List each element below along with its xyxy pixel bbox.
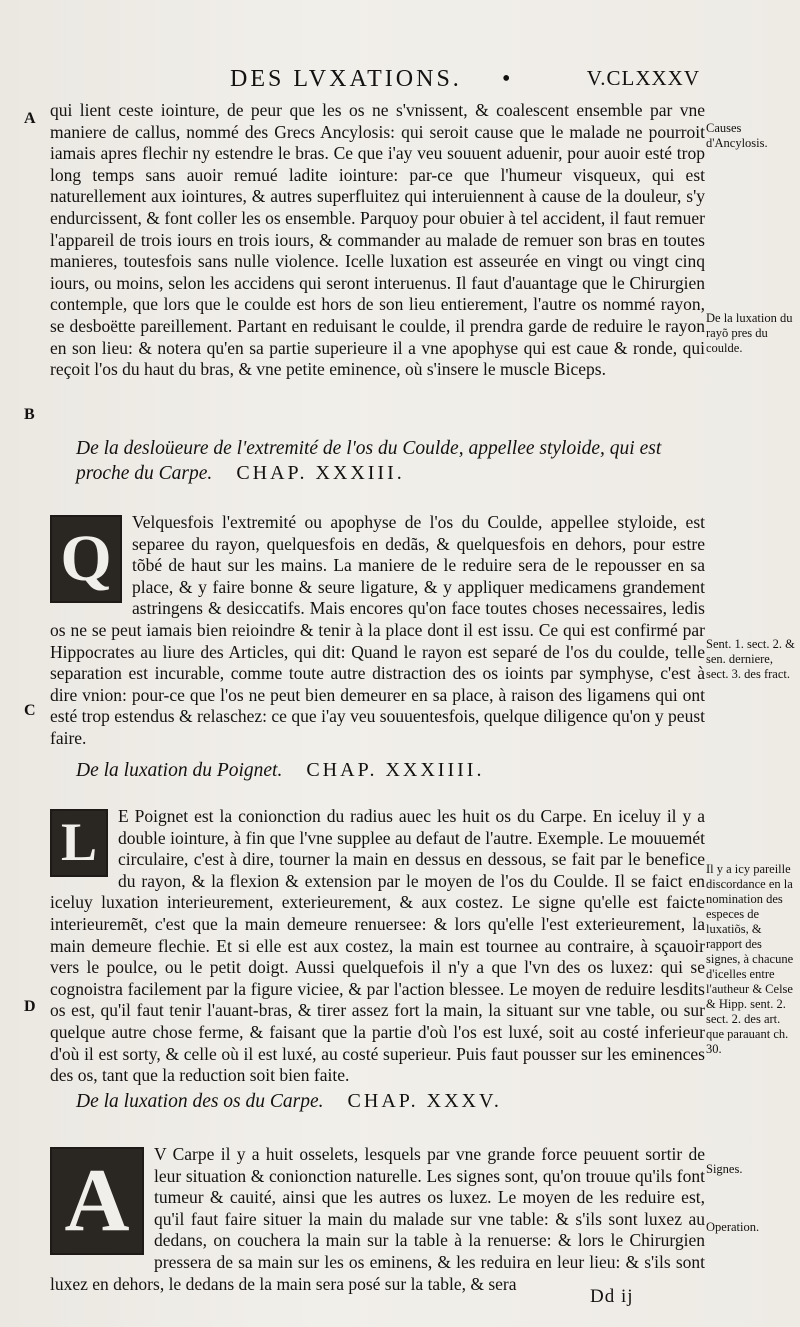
margin-note: Causes d'Ancylosis. bbox=[706, 121, 768, 150]
paragraph-styloide bbox=[50, 512, 705, 750]
section-mark-c: C bbox=[24, 702, 36, 719]
paragraph-carpe-text: V Carpe il y a huit osselets, lesquels par vne grande force peuuent sortir de leur situation & conionction naturelle. Les signes sont, qu'on trouue qu'ils font tumeur & cauité, ainsi que les autres os luxez. Le moyen de les reduire est, qu'il faut faire situer la main du malade sur vne table: & s'ils sont luxez au dedans, on couchera la main sur la table à la renuerse: & lors le Chirurgien pressera de sa main sur les os eminens, & les reduira en leur lieu: & s'ils sont luxez en dehors, le dedans de la main sera posé sur la table, & sera bbox=[50, 1144, 705, 1294]
paragraph-styloide-text: Velquesfois l'extremité ou apophyse de l'os du Coulde, appellee styloide, est separee du rayon, quelquesfois en dedãs, & quelquesfois en dehors, pour estre tõbé de haut sur les mains. La maniere de le reduire sera de le repousser en sa place, & y faire bonne & seure ligature, & y appliquer medicamens grandement astringens & desiccatifs. Mais encores qu'on face toutes choses necessaires, ledis os ne se peut iamais bien reioindre & tenir à la place dont il est issu. Ce qui est confirmé par Hippocrates au liure des Articles, qui dit: Quand le rayon est separé de l'os du coulde, telle separation est incurable, comme toute autre distraction des os ioints par symphyse, c'est à dire vnion: pour-ce que l'os ne peut bien demeurer en sa place, à raison des ligamens qui ont esté trop estendus & relaschez: ce que i'ay veu souuentesfois, quelque diligence qu'on y peust faire. bbox=[50, 512, 705, 748]
section-mark-d: D bbox=[24, 998, 36, 1015]
paragraph-ancylosis: qui lient ceste iointure, de peur que les os ne s'vnissent, & coalescent ensemble par vne maniere de callus, nommé des Grecs Ancylosis: qui seroit cause que le malade ne pourroit iamais apres flechir ny estendre le bras. Ce que i'ay veu souuent aduenir, pour auoir esté trop long temps sans auoir remué ladite iointure: par-ce que l'humeur visqueux, qui est naturellement aux iointures, & autres superfluitez qui interuiennent à cause de la douleur, s'y endurcissent, & font coller les os ensemble. Parquoy pour obuier à tel accident, il faut remuer l'appareil de trois iours en trois iours, & commander au malade de remuer son bras en toutes manieres, toutesfois sans nulle violence. Icelle luxation est asseurée en vingt ou vingt cinq iours, ou moins, selon les accidens qui seront interuenus. Il faut d'auantage que le Chirurgien contemple, que lors que le coulde est hors de son lieu entierement, l'autre os nommé rayon, se desboëtte pareillement. Partant en reduisant le coulde, il prendra garde de reduire le rayon en son lieu: & notera qu'en sa partie superieure il a vne apophyse qui est caue & ronde, qui reçoit l'os du haut du bras, & vne petite eminence, où s'insere le muscle Biceps. bbox=[50, 100, 705, 380]
chapter-35-number: CHAP. XXXV. bbox=[347, 1090, 502, 1112]
margin-note: Sent. 1. sect. 2. & sen. derniere, sect. 3. des fract. bbox=[706, 637, 795, 681]
section-mark-b: B bbox=[24, 406, 35, 423]
chapter-34-number: CHAP. XXXIIII. bbox=[306, 759, 485, 781]
running-title: DES LVXATIONS. bbox=[230, 66, 462, 92]
chapter-35-heading bbox=[76, 1089, 696, 1114]
margin-note: Signes. bbox=[706, 1162, 743, 1176]
chapter-33-number: CHAP. XXXIII. bbox=[236, 462, 405, 484]
margin-note: Il y a icy pareille discordance en la nomination des especes de luxatiõs, & rapport des signes, à chacune d'icelles entre l'autheur & Celse & Hipp. sent. 2. sect. 2. des art. que parauant ch. 30. bbox=[706, 862, 794, 1056]
paragraph-carpe bbox=[50, 1144, 705, 1295]
chapter-35-title: De la luxation des os du Carpe. bbox=[76, 1091, 324, 1112]
chapter-33-heading bbox=[76, 436, 696, 486]
margin-note: De la luxation du rayõ pres du coulde. bbox=[706, 311, 793, 355]
chapter-34-heading bbox=[76, 758, 696, 783]
paragraph-poignet bbox=[50, 806, 705, 1087]
decorated-initial-l: L bbox=[50, 809, 108, 877]
signature-mark: Dd ij bbox=[590, 1286, 634, 1307]
chapter-34-title: De la luxation du Poignet. bbox=[76, 760, 283, 781]
paragraph-poignet-text: E Poignet est la conionction du radius auec les huit os du Carpe. En iceluy il y a double iointure, à fin que l'vne supplee au defaut de l'autre. Exemple. Le mouuemét circulaire, c'est à dire, tourner la main en dessus en dessous, se fait par le benefice du rayon, & la flexion & extension par le moyen de l'os du Coulde. Il se faict en iceluy luxation interieurement, exterieurement, & aux costez. Le signe qu'elle est faicte interieuremẽt, c'est que la main demeure renuersee: & lors qu'elle l'est exterieurement, la main demeure flechie. Et si elle est aux costez, la main est tournee au contraire, à sçauoir vers le poulce, ou le petit doigt. Aussi quelquefois il n'y a que l'vn des os luxez: qui se cognoistra facilement par la figure viciee, & par l'action blessee. Le moyen de reduire lesdits os est, qu'il faut tenir l'auant-bras, & tirer assez fort la main, la situant sur vne table, ou sur quelque autre chose ferme, & faisant que la partie d'où l'os est luxé, soit au costé inferieur d'où il est sorty, & celle où il est luxé, au costé superieur. Puis faut pousser sur les eminences des os, tant que la reduction soit bien faite. bbox=[50, 806, 705, 1086]
decorated-initial-a: A bbox=[50, 1147, 144, 1255]
section-mark-a: A bbox=[24, 110, 36, 127]
running-head-dot: • bbox=[502, 66, 514, 92]
decorated-initial-q: Q bbox=[50, 515, 122, 603]
running-head bbox=[230, 66, 700, 96]
margin-note: Operation. bbox=[706, 1220, 760, 1234]
chapter-33-title: De la desloüeure de l'extremité de l'os du Coulde, appellee styloide, qui est proche du Carpe. bbox=[76, 438, 662, 484]
page-folio: V.CLXXXV bbox=[586, 66, 700, 90]
